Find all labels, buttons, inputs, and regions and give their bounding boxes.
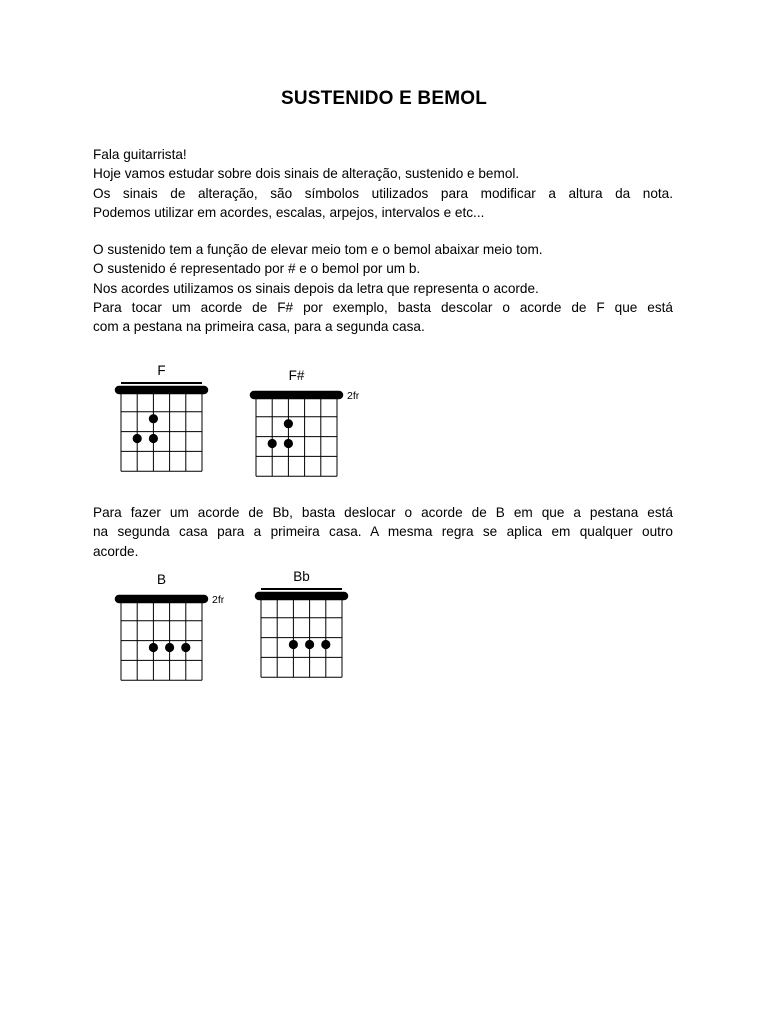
chord-finger-dot — [321, 640, 330, 649]
chord-finger-dot — [289, 640, 298, 649]
chord-finger-dot — [268, 439, 277, 448]
chord-fret-label: 2fr — [212, 594, 225, 606]
chord-finger-dot — [149, 414, 158, 423]
chord-finger-dot — [284, 419, 293, 428]
chord-finger-dot — [284, 439, 293, 448]
chord-name: B — [156, 572, 167, 587]
text-line: Podemos utilizar em acordes, escalas, arpejos, intervalos e etc... — [93, 204, 485, 220]
paragraph-bb — [93, 503, 673, 561]
chord-diagram-b — [110, 571, 235, 691]
text-line: O sustenido tem a função de elevar meio tom e o bemol abaixar meio tom. — [93, 242, 543, 257]
text-line: na segunda casa para a primeira casa. A mesma regra se aplica em qualquer outro — [93, 524, 673, 540]
text-line: Os sinais de alteração, são símbolos utilizados para modificar a altura da nota. — [93, 185, 673, 201]
chord-diagram-f-sharp — [245, 367, 370, 482]
chord-finger-dot — [133, 434, 142, 443]
chord-diagram-f-sharp-svg — [245, 367, 370, 482]
paragraph-sharp-flat — [93, 240, 673, 336]
chord-name: F — [157, 363, 166, 378]
text-line: acorde. — [93, 543, 139, 559]
chord-finger-dot — [181, 643, 190, 652]
chord-name: Bb — [293, 569, 310, 584]
text-line: Para fazer um acorde de Bb, basta deslocar o acorde de B em que a pestana está — [93, 505, 673, 520]
chord-diagram-b-flat — [250, 568, 360, 688]
chord-finger-dot — [305, 640, 314, 649]
text-line: Hoje vamos estudar sobre dois sinais de alteração, sustenido e bemol. — [93, 166, 520, 182]
chord-finger-dot — [149, 434, 158, 443]
chord-fret-label: 2fr — [347, 390, 360, 402]
chord-name: F# — [288, 368, 305, 383]
chord-finger-dot — [149, 643, 158, 652]
text-line: Nos acordes utilizamos os sinais depois da letra que representa o acorde. — [93, 280, 539, 296]
chord-diagram-b-svg — [110, 571, 235, 691]
text-line: O sustenido é representado por # e o bemol por um b. — [93, 261, 421, 277]
text-line: Para tocar um acorde de F# por exemplo, basta descolar o acorde de F que está — [93, 299, 673, 315]
page-title: SUSTENIDO E BEMOL — [280, 88, 488, 109]
chord-diagram-f-svg — [110, 362, 220, 482]
chord-diagram-b-flat-svg — [250, 568, 360, 688]
chord-finger-dot — [165, 643, 174, 652]
chord-diagram-f — [110, 362, 220, 482]
paragraph-intro — [93, 145, 673, 222]
text-line: com a pestana na primeira casa, para a segunda casa. — [93, 319, 425, 335]
text-line: Fala guitarrista! — [93, 147, 187, 162]
